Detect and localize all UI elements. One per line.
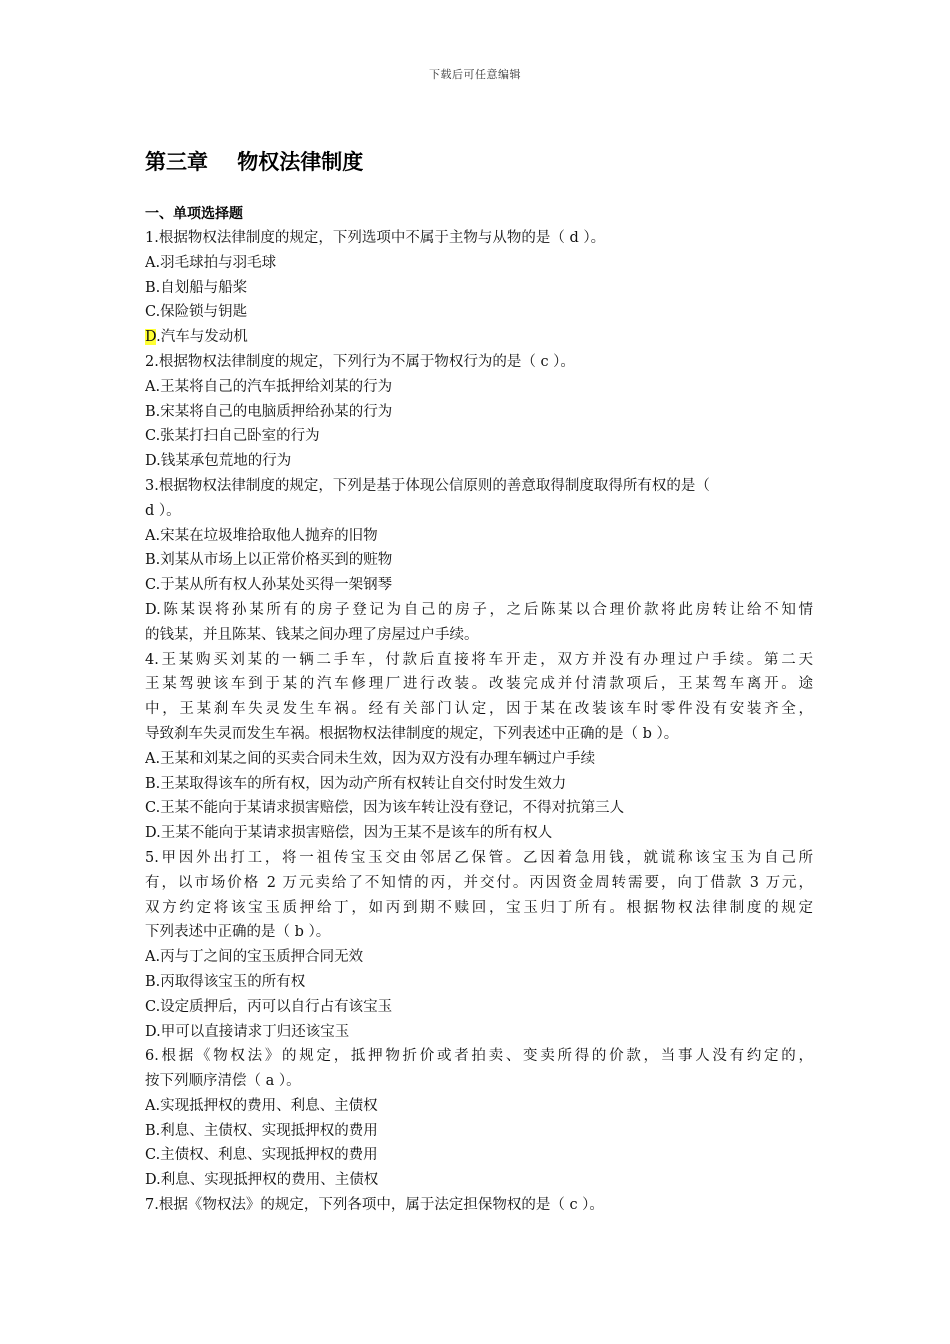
question-3-option-c: C.于某从所有权人孙某处买得一架钢琴 bbox=[145, 577, 393, 594]
question-5-option-d: D.甲可以直接请求丁归还该宝玉 bbox=[145, 1023, 350, 1040]
question-6-stem-line-2: 按下列顺序清偿（ a ）。 bbox=[145, 1073, 301, 1090]
question-list bbox=[145, 226, 813, 1218]
question-4-stem-line-3: 中，王某刹车失灵发生车祸。经有关部门认定，因于某在改装该车时零件没有安装齐全， bbox=[145, 701, 813, 718]
question-5-option-b: B.丙取得该宝玉的所有权 bbox=[145, 973, 306, 990]
question-3-stem-line-1: 3.根据物权法律制度的规定，下列是基于体现公信原则的善意取得制度取得所有权的是（ bbox=[145, 477, 710, 494]
question-4-stem-line-4: 导致刹车失灵而发生车祸。根据物权法律制度的规定，下列表述中正确的是（ b ）。 bbox=[145, 725, 679, 742]
question-4-option-d: D.王某不能向于某请求损害赔偿，因为王某不是该车的所有权人 bbox=[145, 825, 553, 842]
chapter-title: 第三章 物权法律制度 bbox=[145, 150, 364, 174]
question-1-option-d bbox=[145, 325, 813, 350]
question-3-option-d-line-2: 的钱某，并且陈某、钱某之间办理了房屋过户手续。 bbox=[145, 626, 479, 643]
question-6-option-b: B.利息、主债权、实现抵押权的费用 bbox=[145, 1122, 378, 1139]
question-6-option-d: D.利息、实现抵押权的费用、主债权 bbox=[145, 1172, 379, 1189]
question-7-stem: 7.根据《物权法》的规定，下列各项中，属于法定担保物权的是（ c ）。 bbox=[145, 1197, 604, 1214]
question-4-stem-line-2: 王某驾驶该车到于某的汽车修理厂进行改装。改装完成并付清款项后，王某驾车离开。途 bbox=[145, 676, 813, 693]
question-1-option-a: A.羽毛球拍与羽毛球 bbox=[145, 254, 277, 271]
question-4-option-b: B.王某取得该车的所有权，因为动产所有权转让自交付时发生效力 bbox=[145, 775, 567, 792]
question-1-option-c: C.保险锁与钥匙 bbox=[145, 304, 248, 321]
question-1-option-b: B.自划船与船桨 bbox=[145, 279, 248, 296]
question-2-stem: 2.根据物权法律制度的规定，下列行为不属于物权行为的是（ c ）。 bbox=[145, 353, 575, 370]
question-6-stem-line-1: 6.根据《物权法》的规定，抵押物折价或者拍卖、变卖所得的价款，当事人没有约定的， bbox=[145, 1048, 813, 1065]
option-text: .汽车与发动机 bbox=[156, 329, 248, 346]
question-5-option-a: A.丙与丁之间的宝玉质押合同无效 bbox=[145, 949, 364, 966]
question-3-option-d-line-1: D.陈某误将孙某所有的房子登记为自己的房子，之后陈某以合理价款将此房转让给不知情 bbox=[145, 601, 813, 618]
question-4-stem-line-1: 4.王某购买刘某的一辆二手车，付款后直接将车开走，双方并没有办理过户手续。第二天 bbox=[145, 651, 813, 668]
question-5-option-c: C.设定质押后，丙可以自行占有该宝玉 bbox=[145, 998, 393, 1015]
question-1-stem: 1.根据物权法律制度的规定，下列选项中不属于主物与从物的是（ d ）。 bbox=[145, 230, 606, 246]
page-header: 下载后可任意编辑 bbox=[429, 68, 521, 81]
question-4-option-c: C.王某不能向于某请求损害赔偿，因为该车转让没有登记，不得对抗第三人 bbox=[145, 800, 625, 817]
highlighted-letter: D bbox=[145, 329, 157, 346]
question-3-stem-line-2: d ）。 bbox=[145, 502, 181, 519]
question-5-stem-line-4: 下列表述中正确的是（ b ）。 bbox=[145, 924, 331, 941]
question-2-option-d: D.钱某承包荒地的行为 bbox=[145, 453, 292, 470]
section-title: 一、单项选择题 bbox=[145, 206, 243, 222]
question-3-option-a: A.宋某在垃圾堆拾取他人抛弃的旧物 bbox=[145, 527, 378, 544]
question-3-option-b: B.刘某从市场上以正常价格买到的赃物 bbox=[145, 552, 393, 569]
question-4-option-a: A.王某和刘某之间的买卖合同未生效，因为双方没有办理车辆过户手续 bbox=[145, 750, 596, 767]
question-6-option-c: C.主债权、利息、实现抵押权的费用 bbox=[145, 1147, 378, 1164]
question-2-option-c: C.张某打扫自己卧室的行为 bbox=[145, 428, 320, 445]
question-2-option-a: A.王某将自己的汽车抵押给刘某的行为 bbox=[145, 378, 393, 395]
question-5-stem-line-1: 5.甲因外出打工，将一祖传宝玉交由邻居乙保管。乙因着急用钱，就谎称该宝玉为自己所 bbox=[145, 849, 813, 866]
question-5-stem-line-3: 双方约定将该宝玉质押给丁，如丙到期不赎回，宝玉归丁所有。根据物权法律制度的规定 bbox=[145, 899, 813, 916]
question-6-option-a: A.实现抵押权的费用、利息、主债权 bbox=[145, 1097, 378, 1114]
question-5-stem-line-2: 有，以市场价格 2 万元卖给了不知情的丙，并交付。丙因资金周转需要，向丁借款 3 万元， bbox=[145, 874, 813, 891]
question-2-option-b: B.宋某将自己的电脑质押给孙某的行为 bbox=[145, 403, 393, 420]
